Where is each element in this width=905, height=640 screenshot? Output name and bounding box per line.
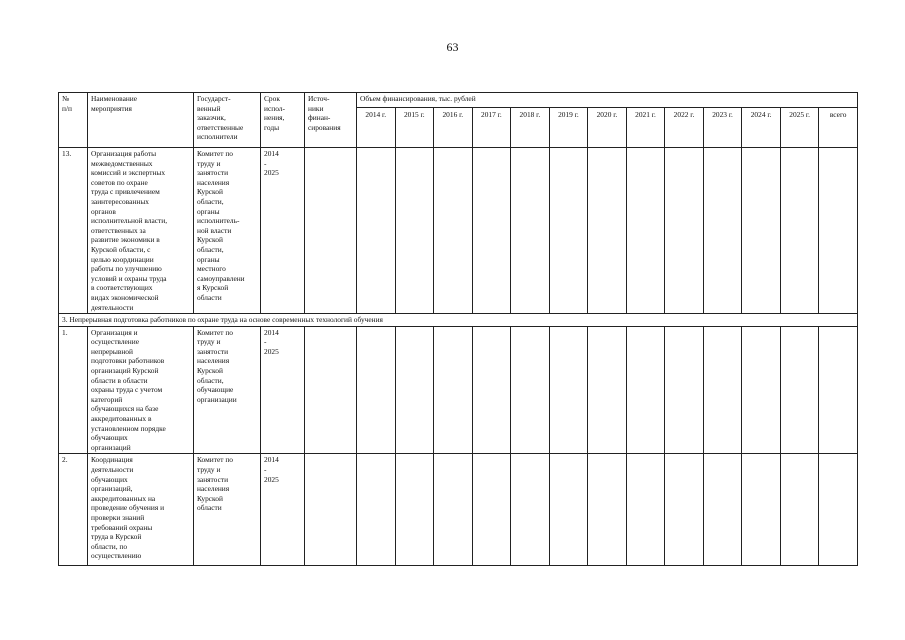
funding-cell xyxy=(665,454,704,566)
header-customer: Государст- венный заказчик, ответственные исполнители xyxy=(194,93,261,148)
funding-cell xyxy=(357,454,396,566)
funding-cell xyxy=(549,326,588,454)
funding-cell xyxy=(626,326,665,454)
header-year: 2023 г. xyxy=(703,108,742,148)
funding-cell xyxy=(511,326,550,454)
funding-cell xyxy=(395,454,434,566)
row-term: 2014 - 2025 xyxy=(261,454,305,566)
row-number: 13. xyxy=(59,148,88,314)
funding-cell xyxy=(780,326,819,454)
funding-cell xyxy=(588,454,627,566)
row-customer: Комитет по труду и занятости населения Курской области xyxy=(194,454,261,566)
funding-cell xyxy=(549,148,588,314)
funding-cell xyxy=(395,326,434,454)
funding-cell xyxy=(819,326,858,454)
funding-cell xyxy=(742,326,781,454)
table-row xyxy=(59,148,858,314)
funding-cell xyxy=(665,148,704,314)
row-activity-name: Организация и осуществление непрерывной подготовки работников организаций Курской области в области охраны труда с учетом категорий обучающихся на базе аккредитованных в установленном порядке обучающих организаций xyxy=(88,326,194,454)
header-year: 2020 г. xyxy=(588,108,627,148)
row-sources xyxy=(305,454,357,566)
funding-cell xyxy=(434,326,473,454)
funding-cell xyxy=(357,148,396,314)
funding-cell xyxy=(511,454,550,566)
header-year: 2016 г. xyxy=(434,108,473,148)
row-number: 1. xyxy=(59,326,88,454)
funding-cell xyxy=(626,454,665,566)
header-year: 2024 г. xyxy=(742,108,781,148)
funding-cell xyxy=(434,454,473,566)
table-row xyxy=(59,326,858,454)
page-number: 63 xyxy=(446,40,459,54)
header-year: 2022 г. xyxy=(665,108,704,148)
header-term: Срок испол- нения, годы xyxy=(261,93,305,148)
header-total: всего xyxy=(819,108,858,148)
funding-cell xyxy=(549,454,588,566)
funding-cell xyxy=(703,454,742,566)
funding-cell xyxy=(665,326,704,454)
header-year: 2021 г. xyxy=(626,108,665,148)
header-year: 2025 г. xyxy=(780,108,819,148)
funding-cell xyxy=(703,326,742,454)
header-row xyxy=(59,93,858,108)
header-funding: Объем финансирования, тыс. рублей xyxy=(357,93,858,108)
funding-cell xyxy=(434,148,473,314)
funding-cell xyxy=(511,148,550,314)
header-activity-name: Наименование мероприятия xyxy=(88,93,194,148)
row-activity-name: Организация работы межведомственных комиссий и экспертных советов по охране труда с привлечением заинтересованных органов исполнительной власти, ответственных за развитие экономики в Курской области, с целью координации работы по улучшению условий и охраны труда в соответствующих видах экономической деятельности xyxy=(88,148,194,314)
funding-cell xyxy=(472,326,511,454)
row-term: 2014 - 2025 xyxy=(261,326,305,454)
funding-cell xyxy=(588,148,627,314)
header-year: 2019 г. xyxy=(549,108,588,148)
row-customer: Комитет по труду и занятости населения Курской области, органы исполнитель- ной власти Курской области, органы местного самоуправлени я Курской области xyxy=(194,148,261,314)
row-number: 2. xyxy=(59,454,88,566)
row-activity-name: Координация деятельности обучающих организаций, аккредитованных на проведение обучения и проверки знаний требований охраны труда в Курской области, по осуществлению xyxy=(88,454,194,566)
row-sources xyxy=(305,148,357,314)
funding-cell xyxy=(472,148,511,314)
header-year: 2015 г. xyxy=(395,108,434,148)
section-heading-row xyxy=(59,314,858,327)
funding-cell xyxy=(703,148,742,314)
funding-cell xyxy=(780,148,819,314)
funding-cell xyxy=(395,148,434,314)
row-customer: Комитет по труду и занятости населения Курской области, обучающие организации xyxy=(194,326,261,454)
header-sources: Источ- ники финан- сирования xyxy=(305,93,357,148)
row-sources xyxy=(305,326,357,454)
funding-cell xyxy=(742,148,781,314)
funding-cell xyxy=(819,454,858,566)
header-number: № п/п xyxy=(59,93,88,148)
header-year: 2014 г. xyxy=(357,108,396,148)
funding-cell xyxy=(588,326,627,454)
header-year: 2018 г. xyxy=(511,108,550,148)
funding-cell xyxy=(626,148,665,314)
funding-cell xyxy=(742,454,781,566)
section-title: 3. Непрерывная подготовка работников по охране труда на основе современных технологий обучения xyxy=(59,314,858,327)
funding-cell xyxy=(780,454,819,566)
funding-cell xyxy=(357,326,396,454)
table-row xyxy=(59,454,858,566)
funding-cell xyxy=(472,454,511,566)
row-term: 2014 - 2025 xyxy=(261,148,305,314)
funding-cell xyxy=(819,148,858,314)
header-year: 2017 г. xyxy=(472,108,511,148)
funding-plan-table xyxy=(58,92,858,566)
